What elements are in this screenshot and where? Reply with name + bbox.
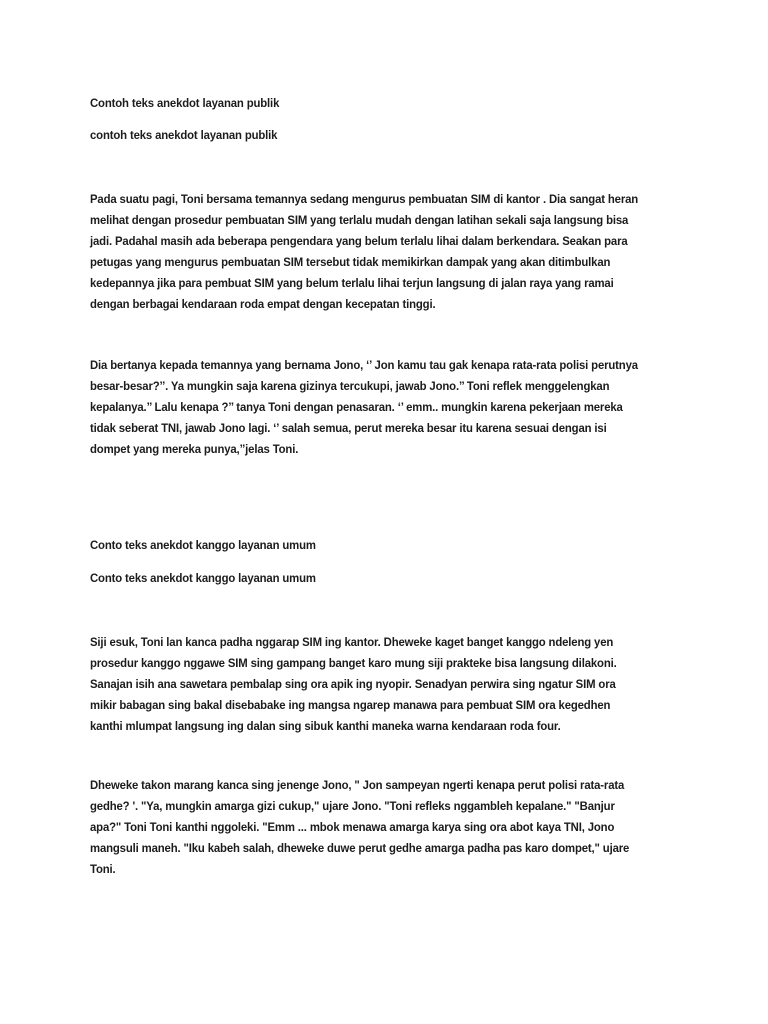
section2-subheading bbox=[90, 568, 639, 589]
paragraph-line: kanthi mlumpat langsung ing dalan sing sibuk kanthi maneka warna kendaraan roda four. bbox=[90, 719, 561, 733]
section1-heading bbox=[90, 93, 639, 114]
paragraph-line: prosedur kanggo nggawe SIM sing gampang banget karo mung siji prakteke bisa langsung dilakoni. bbox=[90, 656, 617, 670]
paragraph-line: jadi. Padahal masih ada beberapa pengendara yang belum terlalu lihai dalam berkendara. Seakan para bbox=[90, 234, 628, 248]
heading-text: Contoh teks anekdot layanan publik bbox=[90, 96, 280, 110]
paragraph-line: Dia bertanya kepada temannya yang bernama Jono, ‘’ Jon kamu tau gak kenapa rata-rata polisi perutnya bbox=[90, 358, 638, 372]
paragraph-line: tidak seberat TNI, jawab Jono lagi. ‘’ salah semua, perut mereka besar itu karena sesuai dengan isi bbox=[90, 421, 607, 435]
paragraph-line: Toni. bbox=[90, 862, 116, 876]
paragraph-line: dengan berbagai kendaraan roda empat dengan kecepatan tinggi. bbox=[90, 297, 436, 311]
paragraph-line: besar-besar?’’. Ya mungkin saja karena gizinya tercukupi, jawab Jono.’’ Toni reflek menggelengkan bbox=[90, 379, 610, 393]
paragraph-line: Sanajan isih ana sawetara pembalap sing ora apik ing nyopir. Senadyan perwira sing ngatur SIM ora bbox=[90, 677, 616, 691]
section1-paragraph2 bbox=[90, 355, 639, 460]
section1-subheading bbox=[90, 125, 639, 146]
section1-paragraph1 bbox=[90, 189, 639, 315]
section2-heading bbox=[90, 535, 639, 556]
paragraph-line: apa?" Toni Toni kanthi nggoleki. "Emm ... mbok menawa amarga karya sing ora abot kaya TNI, Jono bbox=[90, 820, 615, 834]
paragraph-line: petugas yang mengurus pembuatan SIM tersebut tidak memikirkan dampak yang akan ditimbulkan bbox=[90, 255, 611, 269]
paragraph-line: kepalanya.’’ Lalu kenapa ?’’ tanya Toni dengan penasaran. ‘’ emm.. mungkin karena pekerjaan mereka bbox=[90, 400, 623, 414]
section2-paragraph2 bbox=[90, 775, 639, 880]
paragraph-line: Siji esuk, Toni lan kanca padha nggarap SIM ing kantor. Dheweke kaget banget kanggo ndeleng yen bbox=[90, 635, 614, 649]
paragraph-line: melihat dengan prosedur pembuatan SIM yang terlalu mudah dengan latihan sekali saja langsung bisa bbox=[90, 213, 629, 227]
section2-paragraph1 bbox=[90, 632, 639, 737]
subheading-text: Conto teks anekdot kanggo layanan umum bbox=[90, 571, 316, 585]
paragraph-line: kedepannya jika para pembuat SIM yang belum terlalu lihai terjun langsung di jalan raya yang ramai bbox=[90, 276, 614, 290]
heading-text: Conto teks anekdot kanggo layanan umum bbox=[90, 538, 316, 552]
paragraph-line: mikir babagan sing bakal disebabake ing mangsa ngarep manawa para pembuat SIM ora kegedhen bbox=[90, 698, 611, 712]
paragraph-line: Pada suatu pagi, Toni bersama temannya sedang mengurus pembuatan SIM di kantor . Dia sangat heran bbox=[90, 192, 639, 206]
paragraph-line: Dheweke takon marang kanca sing jenenge Jono, " Jon sampeyan ngerti kenapa perut polisi rata-rata bbox=[90, 778, 625, 792]
paragraph-line: gedhe? '. "Ya, mungkin amarga gizi cukup," ujare Jono. "Toni refleks nggambleh kepalane." "Banjur bbox=[90, 799, 615, 813]
paragraph-line: dompet yang mereka punya,’’jelas Toni. bbox=[90, 442, 299, 456]
paragraph-line: mangsuli maneh. "Iku kabeh salah, dheweke duwe perut gedhe amarga padha pas karo dompet," ujare bbox=[90, 841, 630, 855]
subheading-text: contoh teks anekdot layanan publik bbox=[90, 128, 278, 142]
